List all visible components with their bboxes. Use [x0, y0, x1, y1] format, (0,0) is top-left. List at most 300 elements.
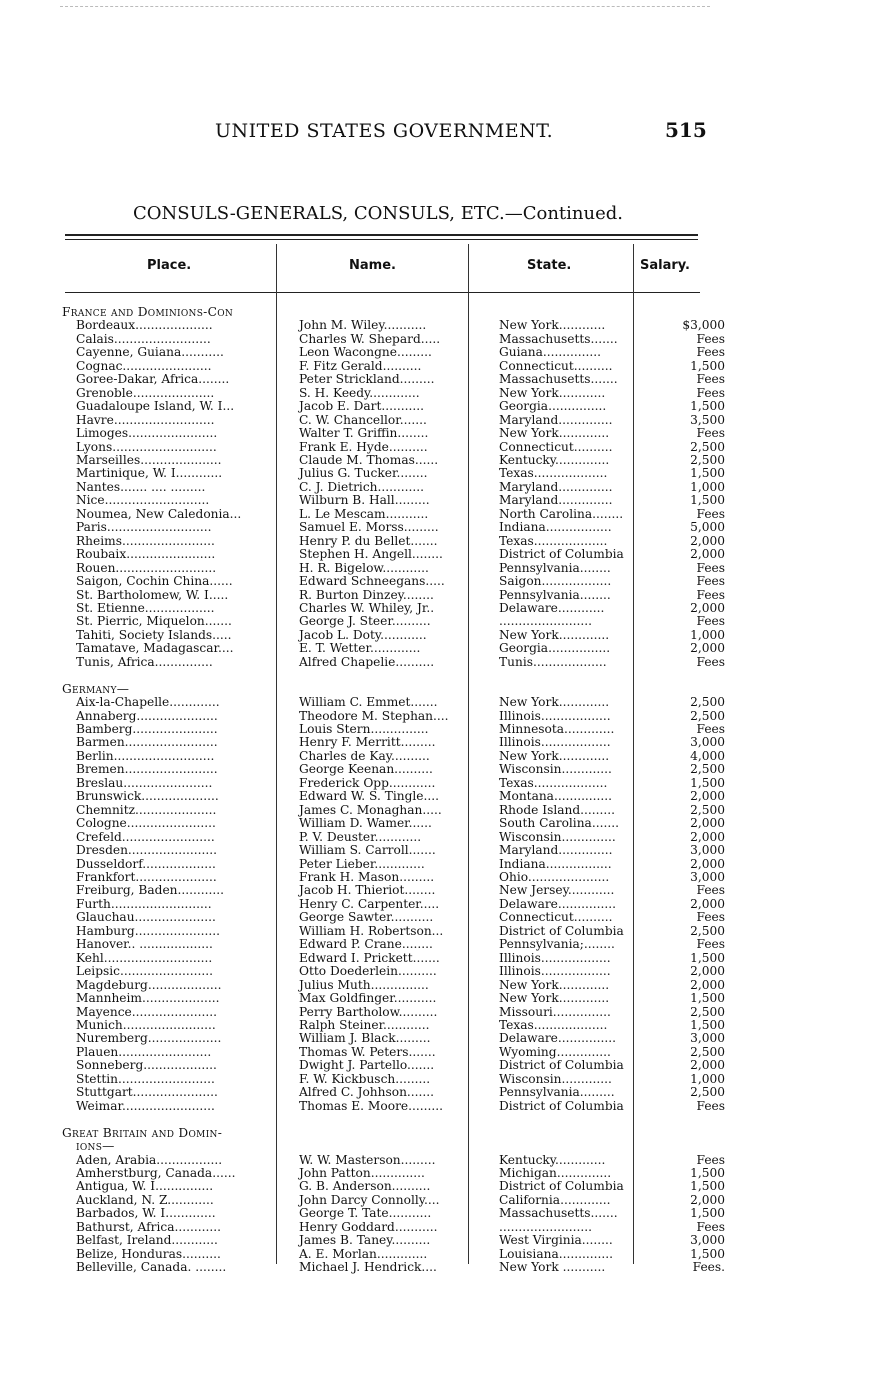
state-cell: Kentucky..............	[499, 453, 610, 467]
name-cell: Louis Stern...............	[299, 723, 429, 737]
state-cell: Wyoming..............	[499, 1045, 611, 1059]
place-cell: Dresden.......................	[76, 844, 218, 858]
name-cell: Dwight J. Partello.......	[299, 1059, 435, 1073]
salary-cell: 2,500	[690, 709, 725, 723]
state-cell: ........................	[499, 615, 592, 629]
table-row	[62, 1019, 733, 1032]
salary-cell: 1,500	[690, 992, 725, 1006]
salary-cell: 3,500	[690, 413, 725, 427]
table-row	[62, 723, 733, 736]
table-top-rule	[65, 234, 698, 236]
column-header-name: Name.	[349, 258, 396, 273]
salary-cell: 2,500	[690, 1045, 725, 1059]
state-cell: Massachusetts.......	[499, 332, 618, 346]
table-row	[62, 414, 733, 427]
state-cell: Tunis...................	[499, 655, 607, 669]
salary-cell: 2,000	[690, 1193, 725, 1207]
group-heading-row	[62, 1127, 733, 1140]
place-cell: Hanover.. ...................	[76, 938, 213, 952]
salary-cell: 2,500	[690, 763, 725, 777]
name-cell: Henry P. du Bellet.......	[299, 534, 438, 548]
place-cell: Annaberg.....................	[76, 709, 218, 723]
place-cell: Rouen..........................	[76, 561, 217, 575]
name-cell: George J. Steer..........	[299, 615, 431, 629]
place-cell: Tahiti, Society Islands.....	[76, 628, 232, 642]
name-cell: C. W. Chancellor.......	[299, 413, 427, 427]
place-cell: Roubaix.......................	[76, 548, 216, 562]
place-cell: Grenoble.....................	[76, 386, 215, 400]
name-cell: H. R. Bigelow............	[299, 561, 429, 575]
spacer-cell	[62, 669, 733, 682]
salary-cell: Fees	[696, 615, 725, 629]
place-cell: Barmen........................	[76, 736, 218, 750]
table-row	[62, 427, 733, 440]
table-row	[62, 562, 733, 575]
table-row	[62, 589, 733, 602]
state-cell: Wisconsin.............	[499, 763, 612, 777]
state-cell: Maryland..............	[499, 844, 613, 858]
salary-cell: 2,500	[690, 1005, 725, 1019]
table-row	[62, 898, 733, 911]
state-cell: New Jersey............	[499, 884, 615, 898]
table-row	[62, 992, 733, 1005]
place-cell: Plauen........................	[76, 1045, 212, 1059]
table-row	[62, 777, 733, 790]
state-cell: Pennsylvania;........	[499, 938, 615, 952]
name-cell: Frederick Opp............	[299, 776, 436, 790]
page-number: 515	[665, 118, 707, 142]
group-heading: Germany—	[62, 682, 130, 696]
place-cell: Bordeaux....................	[76, 319, 213, 333]
name-cell: Charles de Kay..........	[299, 749, 430, 763]
state-cell: Wisconsin..............	[499, 830, 616, 844]
place-cell: Marseilles.....................	[76, 453, 222, 467]
salary-cell: 2,000	[690, 978, 725, 992]
group-heading-row	[62, 306, 733, 319]
place-cell: Noumea, New Caledonia...	[76, 507, 242, 521]
table-row	[62, 656, 733, 669]
salary-cell: 1,500	[690, 400, 725, 414]
name-cell: Henry Goddard...........	[299, 1220, 438, 1234]
name-cell: William S. Carroll.......	[299, 844, 436, 858]
place-cell: Havre..........................	[76, 413, 215, 427]
place-cell: Mannheim....................	[76, 992, 220, 1006]
place-cell: Nantes....... .... .........	[76, 480, 206, 494]
table-row	[62, 602, 733, 615]
state-cell: Delaware............	[499, 601, 605, 615]
state-cell: South Carolina.......	[499, 817, 619, 831]
name-cell: John M. Wiley...........	[299, 319, 427, 333]
name-cell: John Darcy Connolly....	[299, 1193, 440, 1207]
place-cell: Chemnitz.....................	[76, 803, 217, 817]
place-cell: Goree-Dakar, Africa........	[76, 373, 230, 387]
name-cell: Theodore M. Stephan....	[299, 709, 449, 723]
state-cell: Indiana.................	[499, 521, 612, 535]
name-cell: Ralph Steiner............	[299, 1019, 430, 1032]
table-row	[62, 696, 733, 709]
name-cell: Frank E. Hyde..........	[299, 440, 428, 454]
salary-cell: 2,000	[690, 857, 725, 871]
table-row	[62, 1086, 733, 1099]
name-cell: F. W. Kickbusch.........	[299, 1072, 431, 1086]
name-cell: Otto Doederlein..........	[299, 965, 437, 979]
salary-cell: Fees	[696, 911, 725, 925]
place-cell: Breslau.......................	[76, 776, 213, 790]
name-cell: William H. Robertson...	[299, 924, 444, 938]
table-row	[62, 884, 733, 897]
table-row	[62, 965, 733, 978]
table-row	[62, 467, 733, 480]
name-cell: L. Le Mescam...........	[299, 507, 429, 521]
place-cell: St. Bartholomew, W. I.....	[76, 588, 229, 602]
table-row	[62, 373, 733, 386]
salary-cell: 1,000	[690, 480, 725, 494]
state-cell: New York.............	[499, 749, 610, 763]
table-row	[62, 615, 733, 628]
salary-cell: Fees	[696, 507, 725, 521]
state-cell: Illinois..................	[499, 709, 611, 723]
state-cell: District of Columbia	[499, 924, 624, 938]
state-cell: Delaware...............	[499, 1032, 616, 1046]
state-cell: Pennsylvania........	[499, 561, 611, 575]
place-cell: Nuremberg...................	[76, 1032, 222, 1046]
salary-cell: 1,500	[690, 359, 725, 373]
state-cell: Massachusetts.......	[499, 1207, 618, 1221]
salary-cell: 5,000	[690, 521, 725, 535]
name-cell: Edward P. Crane........	[299, 938, 433, 952]
place-cell: Guadaloupe Island, W. I...	[76, 400, 235, 414]
place-cell: Brunswick....................	[76, 790, 219, 804]
table-row	[62, 642, 733, 655]
name-cell: George Sawter...........	[299, 911, 434, 925]
state-cell: Illinois..................	[499, 951, 611, 965]
table-row	[62, 454, 733, 467]
salary-cell: Fees	[696, 884, 725, 898]
name-cell: James C. Monaghan.....	[299, 803, 442, 817]
place-cell: Aden, Arabia.................	[76, 1153, 223, 1167]
state-cell: Wisconsin.............	[499, 1072, 612, 1086]
state-cell: New York.............	[499, 978, 610, 992]
table-row	[62, 790, 733, 803]
section-spacer	[62, 669, 733, 682]
name-cell: P. V. Deuster............	[299, 830, 422, 844]
place-cell: Cologne.......................	[76, 817, 216, 831]
table-row	[62, 1234, 733, 1247]
state-cell: New York.............	[499, 696, 610, 710]
table-row	[62, 871, 733, 884]
salary-cell: 3,000	[690, 871, 725, 885]
name-cell: E. T. Wetter.............	[299, 642, 421, 656]
salary-cell: 1,000	[690, 1072, 725, 1086]
table-row	[62, 710, 733, 723]
place-cell: Barbados, W. I.............	[76, 1207, 216, 1221]
salary-cell: 2,500	[690, 803, 725, 817]
place-cell: Tamatave, Madagascar....	[76, 642, 234, 656]
name-cell: Charles W. Whiley, Jr..	[299, 601, 435, 615]
table-row	[62, 750, 733, 763]
place-cell: Lyons...........................	[76, 440, 217, 454]
state-cell: Connecticut..........	[499, 359, 613, 373]
state-cell: Texas...................	[499, 776, 608, 790]
salary-cell: 2,000	[690, 642, 725, 656]
group-heading-row	[62, 683, 733, 696]
place-cell: Auckland, N. Z............	[76, 1193, 214, 1207]
salary-cell: Fees	[696, 588, 725, 602]
group-heading: ions—	[76, 1140, 115, 1154]
salary-cell: Fees	[696, 373, 725, 387]
salary-cell: 1,500	[690, 1166, 725, 1180]
place-cell: Stettin.........................	[76, 1072, 215, 1086]
table-row	[62, 1059, 733, 1072]
place-cell: Calais.........................	[76, 332, 211, 346]
name-cell: Jacob L. Doty............	[299, 628, 427, 642]
name-cell: Samuel E. Morss.........	[299, 521, 439, 535]
table-row	[62, 575, 733, 588]
table-row	[62, 387, 733, 400]
section-title: CONSULS-GENERALS, CONSULS, ETC.—Continued.	[133, 203, 623, 224]
state-cell: Georgia...............	[499, 400, 607, 414]
place-cell: Antigua, W. I...............	[76, 1180, 214, 1194]
state-cell: Maryland..............	[499, 494, 613, 508]
table-row	[62, 952, 733, 965]
name-cell: Peter Lieber.............	[299, 857, 425, 871]
name-cell: Michael J. Hendrick....	[299, 1261, 437, 1275]
place-cell: Sonneberg...................	[76, 1059, 217, 1073]
place-cell: Hamburg......................	[76, 924, 220, 938]
table-row	[62, 817, 733, 830]
place-cell: Furth..........................	[76, 897, 212, 911]
salary-cell: 1,500	[690, 1019, 725, 1032]
name-cell: Thomas E. Moore.........	[299, 1099, 443, 1113]
salary-cell: 4,000	[690, 749, 725, 763]
state-cell: New York.............	[499, 427, 610, 441]
state-cell: Maryland..............	[499, 480, 613, 494]
name-cell: G. B. Anderson..........	[299, 1180, 431, 1194]
salary-cell: 2,000	[690, 534, 725, 548]
name-cell: Leon Wacongne.........	[299, 346, 432, 360]
place-cell: Aix-la-Chapelle.............	[76, 696, 220, 710]
state-cell: Georgia................	[499, 642, 611, 656]
table-row	[62, 804, 733, 817]
group-heading: France and Dominions-Con	[62, 306, 234, 319]
place-cell: Frankfort.....................	[76, 871, 217, 885]
table-row	[62, 844, 733, 857]
state-cell: Saigon..................	[499, 575, 612, 589]
table-row	[62, 858, 733, 871]
name-cell: Henry C. Carpenter.....	[299, 897, 440, 911]
name-cell: Stephen H. Angell........	[299, 548, 443, 562]
table-row	[62, 763, 733, 776]
group-heading-row	[62, 1140, 733, 1153]
place-cell: Saigon, Cochin China......	[76, 575, 233, 589]
name-cell: Peter Strickland.........	[299, 373, 435, 387]
state-cell: District of Columbia	[499, 1099, 624, 1113]
salary-cell: 1,500	[690, 776, 725, 790]
table-row	[62, 911, 733, 924]
salary-cell: 2,500	[690, 1086, 725, 1100]
salary-cell: Fees	[696, 561, 725, 575]
salary-cell: 2,000	[690, 790, 725, 804]
salary-cell: 1,500	[690, 467, 725, 481]
salary-cell: 2,000	[690, 817, 725, 831]
salary-cell: 2,000	[690, 965, 725, 979]
table-row	[62, 441, 733, 454]
spacer-cell	[62, 1113, 733, 1126]
salary-cell: Fees	[696, 386, 725, 400]
salary-cell: 2,500	[690, 696, 725, 710]
place-cell: Weimar........................	[76, 1099, 215, 1113]
place-cell: Mayence......................	[76, 1005, 217, 1019]
salary-cell: Fees	[696, 723, 725, 737]
salary-cell: 3,000	[690, 1234, 725, 1248]
table-row	[62, 938, 733, 951]
place-cell: Munich........................	[76, 1019, 216, 1032]
name-cell: Frank H. Mason.........	[299, 871, 435, 885]
name-cell: Charles W. Shepard.....	[299, 332, 441, 346]
salary-cell: 3,000	[690, 736, 725, 750]
name-cell: S. H. Keedy.............	[299, 386, 420, 400]
table-row	[62, 925, 733, 938]
state-cell: New York ...........	[499, 1261, 606, 1275]
column-header-state: State.	[527, 258, 572, 273]
state-cell: District of Columbia	[499, 1059, 624, 1073]
salary-cell: Fees	[696, 655, 725, 669]
table-row	[62, 1207, 733, 1220]
place-cell: Belleville, Canada. ........	[76, 1261, 227, 1275]
table-row	[62, 521, 733, 534]
salary-cell: Fees	[696, 575, 725, 589]
table-row	[62, 1006, 733, 1019]
name-cell: Jacob H. Thieriot........	[299, 884, 436, 898]
place-cell: Limoges.......................	[76, 427, 218, 441]
table-row	[62, 1167, 733, 1180]
salary-cell: 1,500	[690, 1180, 725, 1194]
place-cell: Kehl............................	[76, 951, 213, 965]
name-cell: William J. Black.........	[299, 1032, 431, 1046]
salary-cell: 1,000	[690, 628, 725, 642]
table-row	[62, 494, 733, 507]
table-row	[62, 360, 733, 373]
name-cell: A. E. Morlan.............	[299, 1247, 428, 1261]
salary-cell: Fees	[696, 1099, 725, 1113]
top-edge-rule	[60, 6, 710, 7]
name-cell: Max Goldfinger...........	[299, 992, 437, 1006]
place-cell: St. Pierric, Miquelon.......	[76, 615, 232, 629]
state-cell: Texas...................	[499, 534, 608, 548]
table-row	[62, 1046, 733, 1059]
salary-cell: Fees	[696, 938, 725, 952]
state-cell: Texas...................	[499, 467, 608, 481]
name-cell: William D. Wamer......	[299, 817, 432, 831]
consuls-table-body	[62, 306, 733, 1275]
table-top-rule-thin	[65, 239, 698, 240]
name-cell: Wilburn B. Hall.........	[299, 494, 430, 508]
salary-cell: 1,500	[690, 1207, 725, 1221]
column-header-place: Place.	[147, 258, 192, 273]
place-cell: Rheims........................	[76, 534, 215, 548]
state-cell: Connecticut..........	[499, 440, 613, 454]
place-cell: Bremen........................	[76, 763, 218, 777]
salary-cell: 1,500	[690, 1247, 725, 1261]
consuls-table	[62, 306, 733, 1275]
name-cell: William C. Emmet.......	[299, 696, 438, 710]
table-row	[62, 736, 733, 749]
place-cell: Bathurst, Africa............	[76, 1220, 221, 1234]
name-cell: C. J. Dietrich............	[299, 480, 424, 494]
place-cell: Cognac.......................	[76, 359, 212, 373]
state-cell: Massachusetts.......	[499, 373, 618, 387]
place-cell: Crefeld........................	[76, 830, 215, 844]
state-cell: New York............	[499, 386, 606, 400]
running-head: UNITED STATES GOVERNMENT.	[215, 120, 554, 142]
state-cell: Guiana...............	[499, 346, 601, 360]
name-cell: Perry Bartholow..........	[299, 1005, 438, 1019]
place-cell: Bamberg......................	[76, 723, 218, 737]
table-row	[62, 1180, 733, 1193]
table-row	[62, 333, 733, 346]
state-cell: West Virginia........	[499, 1234, 613, 1248]
table-row	[62, 535, 733, 548]
table-row	[62, 1248, 733, 1261]
column-header-salary: Salary.	[640, 258, 690, 273]
place-cell: Dusseldorf...................	[76, 857, 216, 871]
state-cell: Rhode Island.........	[499, 803, 616, 817]
state-cell: Ohio.....................	[499, 871, 610, 885]
salary-cell: Fees	[696, 1220, 725, 1234]
state-cell: District of Columbia	[499, 548, 624, 562]
place-cell: Amherstburg, Canada......	[76, 1166, 236, 1180]
state-cell: ........................	[499, 1220, 592, 1234]
place-cell: Leipsic........................	[76, 965, 213, 979]
table-row	[62, 400, 733, 413]
salary-cell: Fees	[696, 346, 725, 360]
place-cell: Freiburg, Baden............	[76, 884, 224, 898]
salary-cell: 2,000	[690, 1059, 725, 1073]
table-row	[62, 1194, 733, 1207]
salary-cell: 2,000	[690, 601, 725, 615]
name-cell: Jacob E. Dart...........	[299, 400, 425, 414]
salary-cell: $3,000	[682, 319, 725, 333]
place-cell: St. Etienne..................	[76, 601, 215, 615]
salary-cell: 1,500	[690, 951, 725, 965]
salary-cell: Fees	[696, 427, 725, 441]
name-cell: Edward Schneegans.....	[299, 575, 445, 589]
name-cell: Henry F. Merritt.........	[299, 736, 436, 750]
table-row	[62, 481, 733, 494]
place-cell: Belize, Honduras..........	[76, 1247, 221, 1261]
salary-cell: Fees	[696, 1153, 725, 1167]
name-cell: F. Fitz Gerald..........	[299, 359, 422, 373]
state-cell: Indiana.................	[499, 857, 612, 871]
state-cell: North Carolina........	[499, 507, 624, 521]
state-cell: Pennsylvania........	[499, 588, 611, 602]
name-cell: John Patton..............	[299, 1166, 425, 1180]
table-row	[62, 1221, 733, 1234]
state-cell: Maryland..............	[499, 413, 613, 427]
state-cell: Connecticut..........	[499, 911, 613, 925]
salary-cell: 2,000	[690, 830, 725, 844]
salary-cell: 2,500	[690, 924, 725, 938]
place-cell: Stuttgart......................	[76, 1086, 218, 1100]
salary-cell: 2,500	[690, 453, 725, 467]
place-cell: Glauchau.....................	[76, 911, 216, 925]
table-row	[62, 831, 733, 844]
name-cell: Julius Muth...............	[299, 978, 429, 992]
place-cell: Cayenne, Guiana...........	[76, 346, 224, 360]
state-cell: Montana...............	[499, 790, 613, 804]
salary-cell: 3,000	[690, 1032, 725, 1046]
table-row	[62, 1154, 733, 1167]
